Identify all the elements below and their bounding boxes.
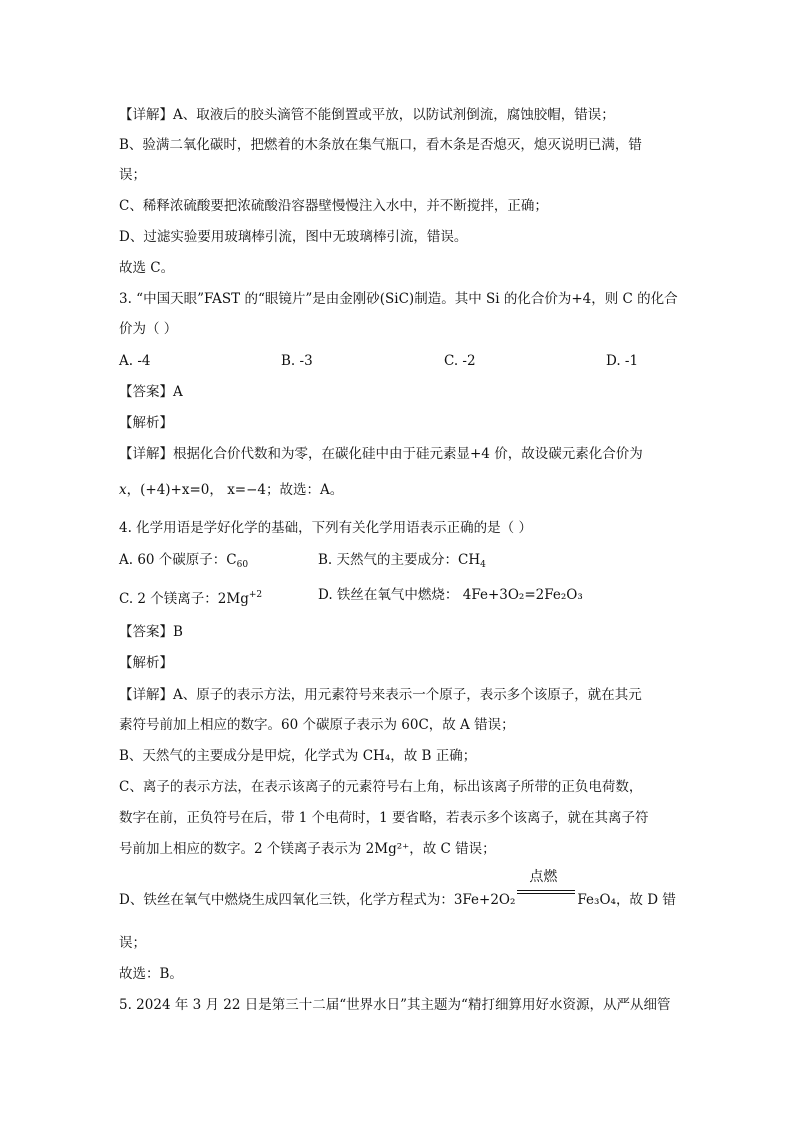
q4-conclusion: 故选：B。 <box>119 966 183 982</box>
q4-option-a: A. 60 个碳原子：$C_{60}$ <box>119 552 249 570</box>
q4-option-b: B. 天然气的主要成分：$CH_4$ <box>318 552 486 570</box>
q3-stem-line1: 3. “中国天眼”FAST 的“眼镜片”是由金刚砂(SiC)制造。其中 Si 的化合价为+4，则 C 的化合 <box>119 291 678 307</box>
q4-detail-b: B、天然气的主要成分是甲烷，化学式为 CH₄，故 B 正确； <box>119 748 477 764</box>
q3-variable-x: x <box>119 482 127 498</box>
q2-detail-b-line2: 误； <box>119 167 146 183</box>
q4-detail-a-line2: 素符号前加上相应的数字。60 个碳原子表示为 60C，故 A 错误； <box>119 717 515 733</box>
q3-answer: 【答案】A <box>119 384 183 400</box>
q4-detail-a-line1: 【详解】A、原子的表示方法，用元素符号来表示一个原子，表示多个该原子，就在其元 <box>119 687 642 703</box>
q3-option-a: A. -4 <box>119 353 151 369</box>
q4-stem: 4. 化学用语是学好化学的基础，下列有关化学用语表示正确的是（ ） <box>119 520 532 536</box>
q2-detail-c: C、稀释浓硫酸要把浓硫酸沿容器壁慢慢注入水中，并不断搅拌，正确； <box>119 198 548 214</box>
q4-option-c: C. 2 个镁离子：$2Mg^{+2}$ <box>119 590 263 607</box>
q4-answer: 【答案】B <box>119 624 183 640</box>
q5-stem: 5. 2024 年 3 月 22 日是第三十二届“世界水日”其主题为“精打细算用好水资源，从严从细管 <box>119 997 671 1013</box>
q4-detail-d-line2: 误； <box>119 935 146 951</box>
q3-detail-end: ；故选：A。 <box>266 482 344 498</box>
q4-detail-c-line3: 号前加上相应的数字。2 个镁离子表示为 2Mg²⁺，故 C 错误； <box>119 841 496 857</box>
q2-detail-a: 【详解】A、取液后的胶头滴管不能倒置或平放，以防试剂倒流，腐蚀胶帽，错误； <box>119 107 615 123</box>
q3-equation-1: ，(+4)+x=0， <box>126 482 223 498</box>
q3-option-c: C. -2 <box>444 353 476 369</box>
q2-conclusion: 故选 C。 <box>119 260 175 276</box>
q4-detail-d-line1: D、铁丝在氧气中燃烧生成四氧化三铁，化学方程式为：3Fe+2O₂ 点燃 Fe₃O₄，故 D 错 <box>119 869 676 908</box>
q3-analysis-heading: 【解析】 <box>119 415 173 431</box>
q3-stem-line2: 价为（ ） <box>119 321 178 337</box>
q3-detail-line2 <box>119 481 343 499</box>
q3-detail-line1: 【详解】根据化合价代数和为零，在碳化硅中由于硅元素显+4 价，故设碳元素化合价为 <box>119 446 643 462</box>
q2-detail-b-line1: B、验满二氧化碳时，把燃着的木条放在集气瓶口，看木条是否熄灭，熄灭说明已满，错 <box>119 137 642 153</box>
q2-detail-d: D、过滤实验要用玻璃棒引流，图中无玻璃棒引流，错误。 <box>119 229 468 245</box>
q4-option-d-formula: 4Fe+3O₂=2Fe₂O₃ <box>462 587 583 603</box>
q4-equation-rhs: Fe₃O₄ <box>577 892 616 908</box>
q3-option-b: B. -3 <box>281 353 313 369</box>
q3-option-d: D. -1 <box>606 353 639 369</box>
q3-equation-2: x=−4 <box>227 482 267 498</box>
q4-reaction-condition: 点燃 <box>515 886 577 904</box>
q4-equation-lhs: 3Fe+2O₂ <box>453 892 516 908</box>
q4-detail-c-line2: 数字在前，正负符号在后，带 1 个电荷时，1 要省略，若表示多个该离子，就在其离子符 <box>119 810 649 826</box>
q4-analysis-heading: 【解析】 <box>119 655 173 671</box>
q4-option-d: D. 铁丝在氧气中燃烧： 4Fe+3O₂=2Fe₂O₃ <box>318 587 583 603</box>
q4-detail-c-line1: C、离子的表示方法，在表示该离子的元素符号右上角，标出该离子所带的正负电荷数， <box>119 779 643 795</box>
